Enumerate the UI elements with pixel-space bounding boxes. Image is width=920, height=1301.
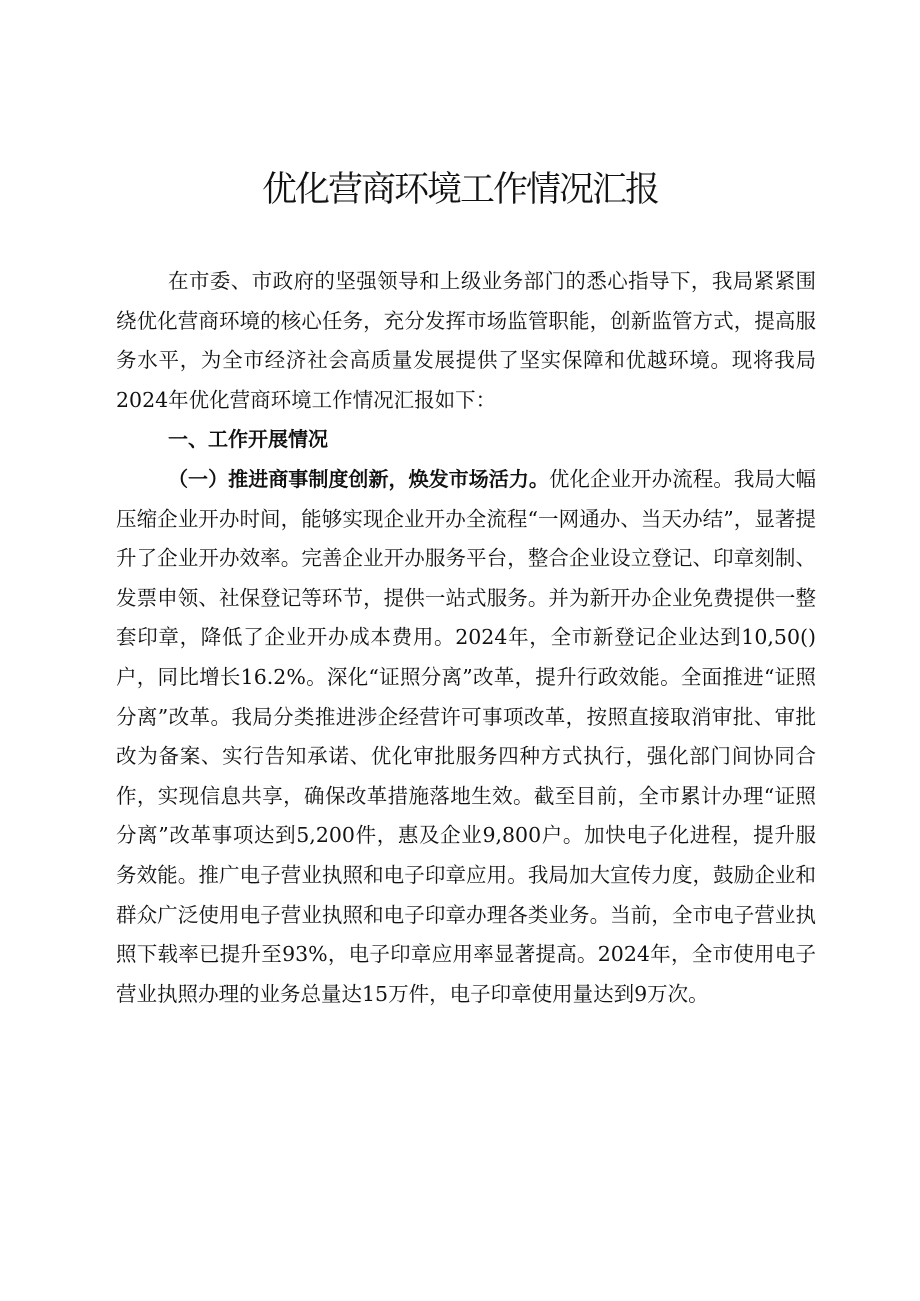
subsection-lead: （一）推进商事制度创新，焕发市场活力。	[168, 466, 549, 491]
intro-paragraph: 在市委、市政府的坚强领导和上级业务部门的悉心指导下，我局紧紧围绕优化营商环境的核心任务，充分发挥市场监管职能，创新监管方式，提高服务水平，为全市经济社会高质量发展提供了坚实保障和优越环境。现将我局2024年优化营商环境工作情况汇报如下：	[116, 269, 816, 412]
subsection-body: 优化企业开办流程。我局大幅压缩企业开办时间，能够实现企业开办全流程“一网通办、当天办结”，显著提升了企业开办效率。完善企业开办服务平台，整合企业设立登记、印章刻制、发票申领、社保登记等环节，提供一站式服务。并为新开办企业免费提供一整套印章，降低了企业开办成本费用。2024年，全市新登记企业达到10,50()户，同比增长16.2%。深化“证照分离”改革，提升行政效能。全面推进“证照分离”改革。我局分类推进涉企经营许可事项改革，按照直接取消审批、审批改为备案、实行告知承诺、优化审批服务四种方式执行，强化部门间协同合作，实现信息共享，确保改革措施落地生效。截至目前，全市累计办理“证照分离”改革事项达到5,200件，惠及企业9,800户。加快电子化进程，提升服务效能。推广电子营业执照和电子印章应用。我局加大宣传力度，鼓励企业和群众广泛使用电子营业执照和电子印章办理各类业务。当前，全市电子营业执照下载率已提升至93%，电子印章应用率显著提高。2024年，全市使用电子营业执照办理的业务总量达15万件，电子印章使用量达到9万次。	[116, 466, 817, 1006]
document-title: 优化营商环境工作情况汇报	[261, 170, 658, 210]
section-heading: 一、工作开展情况	[168, 427, 328, 452]
document-body	[116, 262, 816, 1014]
subsection-paragraph	[116, 460, 816, 1014]
